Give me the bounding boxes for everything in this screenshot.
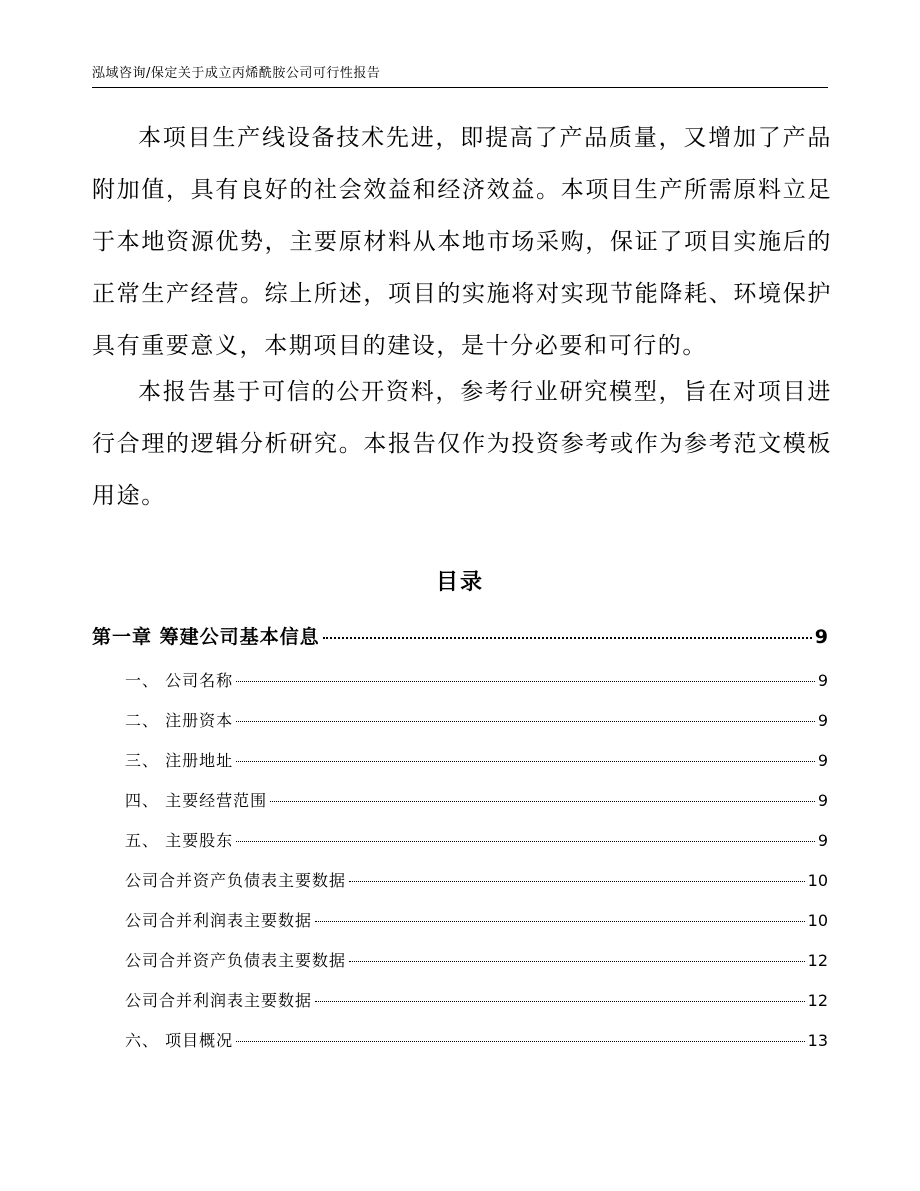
body-paragraph-1: 本项目生产线设备技术先进，即提高了产品质量，又增加了产品附加值，具有良好的社会效益和经济效益。本项目生产所需原料立足于本地资源优势，主要原材料从本地市场采购，保证了项目实施后的正常生产经营。综上所述，项目的实施将对实现节能降耗、环境保护具有重要意义，本期项目的建设，是十分必要和可行的。 [92,125,832,359]
toc-leader-dots [349,961,805,962]
toc-entry-project-overview[interactable] [92,1028,828,1068]
toc-entry-chapter-1[interactable] [92,622,828,668]
toc-entry-page: 13 [807,1031,828,1050]
toc-entry-label: 公司合并利润表主要数据 [125,991,313,1010]
toc-entry-label: 一、 公司名称 [125,671,234,690]
header-rule [92,87,828,88]
toc-entry-main-shareholders[interactable] [92,828,828,868]
toc-entry-registered-address[interactable] [92,748,828,788]
toc-entry-page: 12 [807,951,828,970]
toc-entry-label: 公司合并资产负债表主要数据 [125,871,347,890]
toc-entry-page: 9 [814,626,828,648]
toc-entry-label: 六、 项目概况 [125,1031,234,1050]
toc-entry-page: 9 [817,791,828,810]
toc-title: 目录 [435,570,484,595]
toc-leader-dots [323,637,812,639]
toc-entry-label: 三、 注册地址 [125,751,234,770]
toc-entry-income-statement-1[interactable] [92,908,828,948]
toc-leader-dots [315,921,805,922]
toc-entry-label: 四、 主要经营范围 [125,791,268,810]
toc-entry-company-name[interactable] [92,668,828,708]
toc-entry-label: 二、 注册资本 [125,711,234,730]
toc-entry-page: 10 [807,871,828,890]
toc-leader-dots [236,721,815,722]
toc-leader-dots [236,1041,805,1042]
toc-entry-page: 9 [817,831,828,850]
toc-entry-page: 10 [807,911,828,930]
toc-entry-page: 9 [817,711,828,730]
toc-entry-label: 公司合并利润表主要数据 [125,911,313,930]
body-paragraph-2: 本报告基于可信的公开资料，参考行业研究模型，旨在对项目进行合理的逻辑分析研究。本报告仅作为投资参考或作为参考范文模板用途。 [92,379,832,509]
toc-entry-income-statement-2[interactable] [92,988,828,1028]
toc-leader-dots [236,681,815,682]
table-of-contents [92,622,828,1068]
toc-entry-page: 9 [817,751,828,770]
toc-leader-dots [236,761,815,762]
toc-entry-page: 12 [807,991,828,1010]
toc-entry-business-scope[interactable] [92,788,828,828]
toc-leader-dots [236,841,815,842]
toc-leader-dots [270,801,815,802]
toc-leader-dots [315,1001,805,1002]
page-header: 泓域咨询/保定关于成立丙烯酰胺公司可行性报告 [92,66,381,81]
toc-entry-balance-sheet-1[interactable] [92,868,828,908]
toc-entry-registered-capital[interactable] [92,708,828,748]
toc-entry-label: 第一章 筹建公司基本信息 [92,626,320,648]
toc-leader-dots [349,881,805,882]
toc-entry-balance-sheet-2[interactable] [92,948,828,988]
toc-entry-label: 五、 主要股东 [125,831,234,850]
toc-entry-label: 公司合并资产负债表主要数据 [125,951,347,970]
toc-entry-page: 9 [817,671,828,690]
